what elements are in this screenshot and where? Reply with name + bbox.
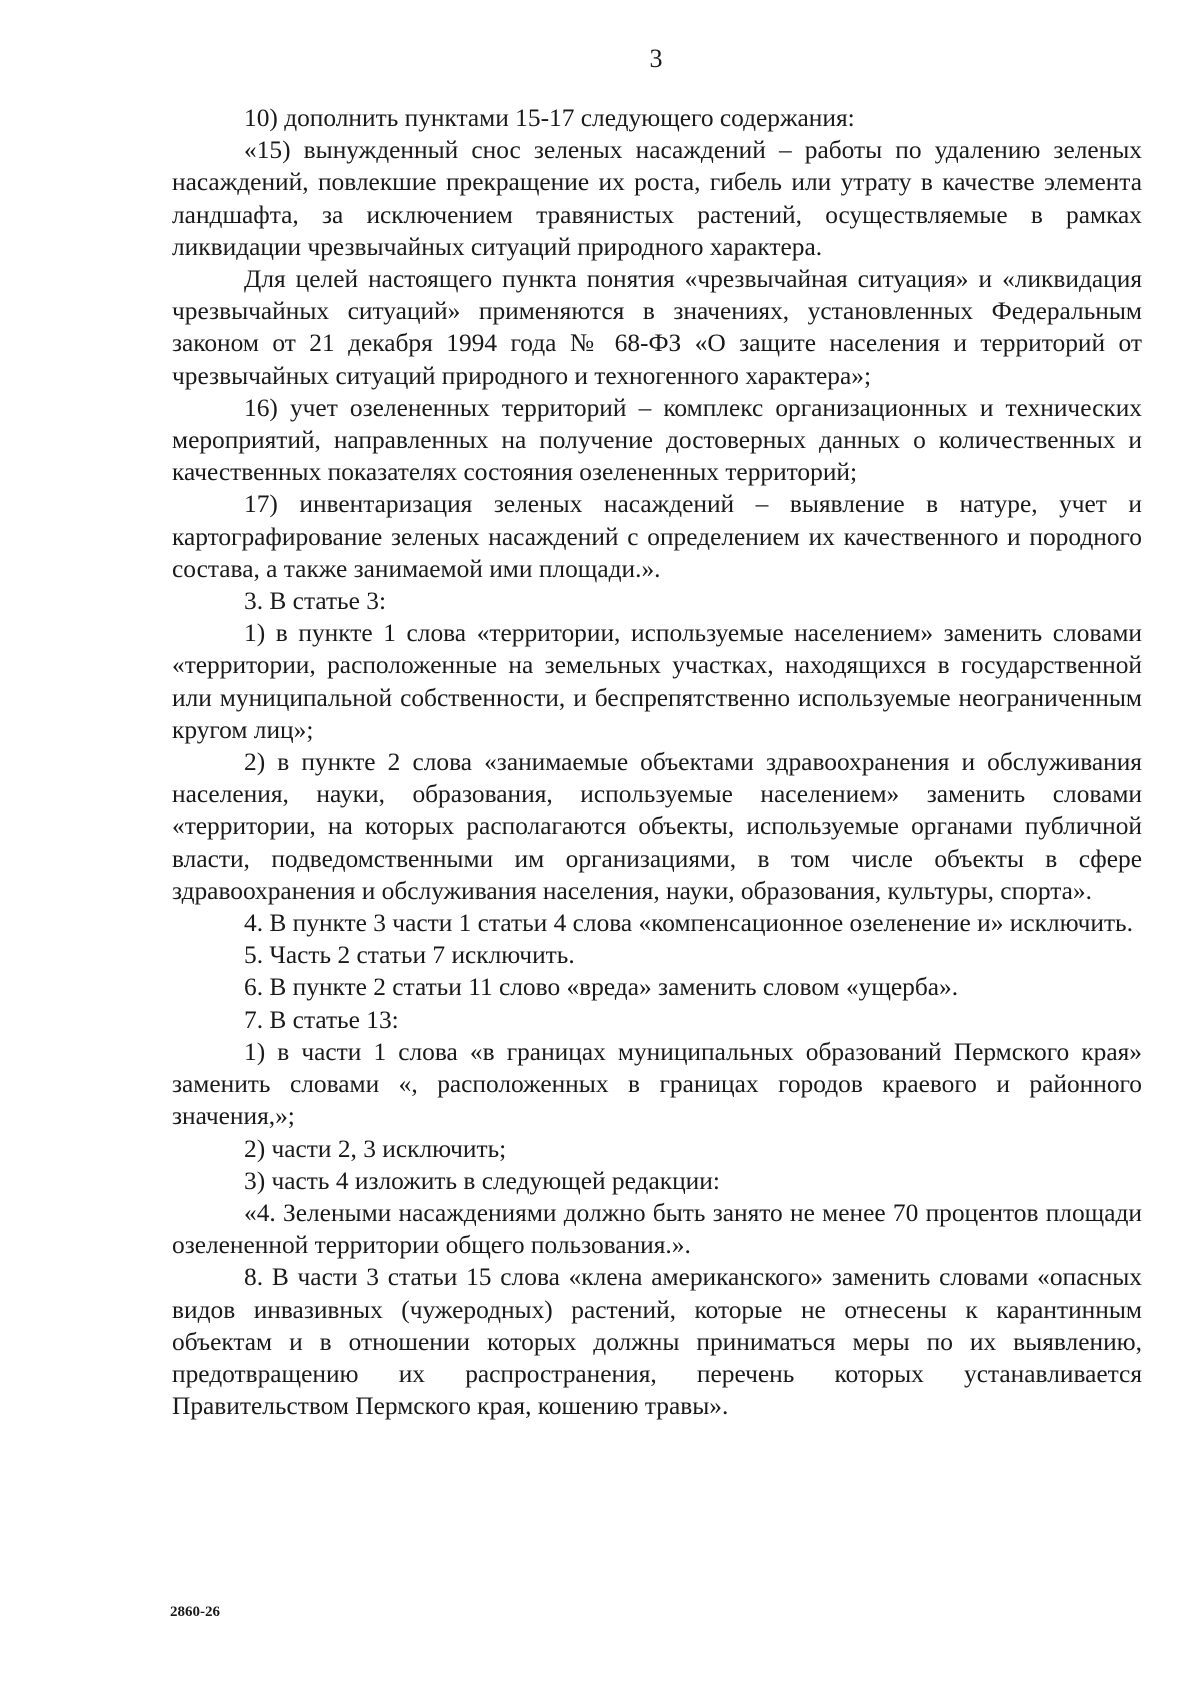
paragraph-article-13-item-2: 2) части 2, 3 исключить; [244,1134,507,1163]
page-number: 3 [649,44,663,73]
paragraph-item-15: «15) вынужденный снос зеленых насаждений – работы по удалению зеленых насаждений, повлекшие прекращение их роста, гибель или утрату в качестве элемента ландшафта, за исключением травянистых растений, осуществляемые в рамках ликвидации чрезвычайных ситуаций природного характера. [172,136,1142,261]
paragraph-article-13-item-1: 1) в части 1 слова «в границах муниципальных образований Пермского края» заменить словами «, расположенных в границах городов краевого и районного значения,»; [172,1037,1142,1131]
paragraph-article-3-item-1: 1) в пункте 1 слова «территории, используемые населением» заменить словами «территории, расположенные на земельных участках, находящихся в государственной или муниципальной собственности, и беспрепятственно используемые неограниченным кругом лиц»; [172,619,1142,744]
paragraph-article-3-item-2: 2) в пункте 2 слова «занимаемые объектами здравоохранения и обслуживания населения, науки, образования, используемые населением» заменить словами «территории, на которых располагаются объекты, используемые органами публичной власти, подведомственными им организациями, в том числе объекты в сфере здравоохранения и обслуживания населения, науки, образования, культуры, спорта». [172,748,1142,905]
paragraph-article-7: 5. Часть 2 статьи 7 исключить. [244,941,575,970]
paragraph-item-17: 17) инвентаризация зеленых насаждений – выявление в натуре, учет и картографирование зеленых насаждений с определением их качественного и породного состава, а также занимаемой ими площади.». [172,490,1142,583]
paragraph-article-3: 3. В статье 3: [244,587,387,616]
document-code: 2860-26 [170,1604,220,1620]
paragraph-item-16: 16) учет озелененных территорий – комплекс организационных и технических мероприятий, направленных на получение достоверных данных о количественных и качественных показателях состояния озелененных территорий; [172,393,1142,487]
paragraph-article-13: 7. В статье 13: [244,1005,399,1034]
paragraph-article-15: 8. В части 3 статьи 15 слова «клена американского» заменить словами «опасных видов инвазивных (чужеродных) растений, которые не отнесены к карантинным объектам и в отношении которых должны приниматься меры по их выявлению, предотвращению их распространения, перечень которых устанавливается Правительством Пермского края, кошению травы». [172,1263,1142,1421]
paragraph-article-4: 4. В пункте 3 части 1 статьи 4 слова «компенсационное озеленение и» исключить. [244,909,1133,938]
document-body [172,102,1142,1422]
paragraph-definition-note: Для целей настоящего пункта понятия «чрезвычайная ситуация» и «ликвидация чрезвычайных ситуаций» применяются в значениях, установленных Федеральным законом от 21 декабря 1994 года № 68-ФЗ «О защите населения и территорий от чрезвычайных ситуаций природного и техногенного характера»; [172,265,1142,390]
paragraph-article-13-item-3: 3) часть 4 изложить в следующей редакции: [244,1166,720,1195]
paragraph-article-13-part-4: «4. Зелеными насаждениями должно быть занято не менее 70 процентов площади озелененной территории общего пользования.». [172,1198,1142,1260]
paragraph-article-11: 6. В пункте 2 статьи 11 слово «вреда» заменить словом «ущерба». [244,973,959,1002]
paragraph-item-10: 10) дополнить пунктами 15-17 следующего содержания: [244,104,855,132]
